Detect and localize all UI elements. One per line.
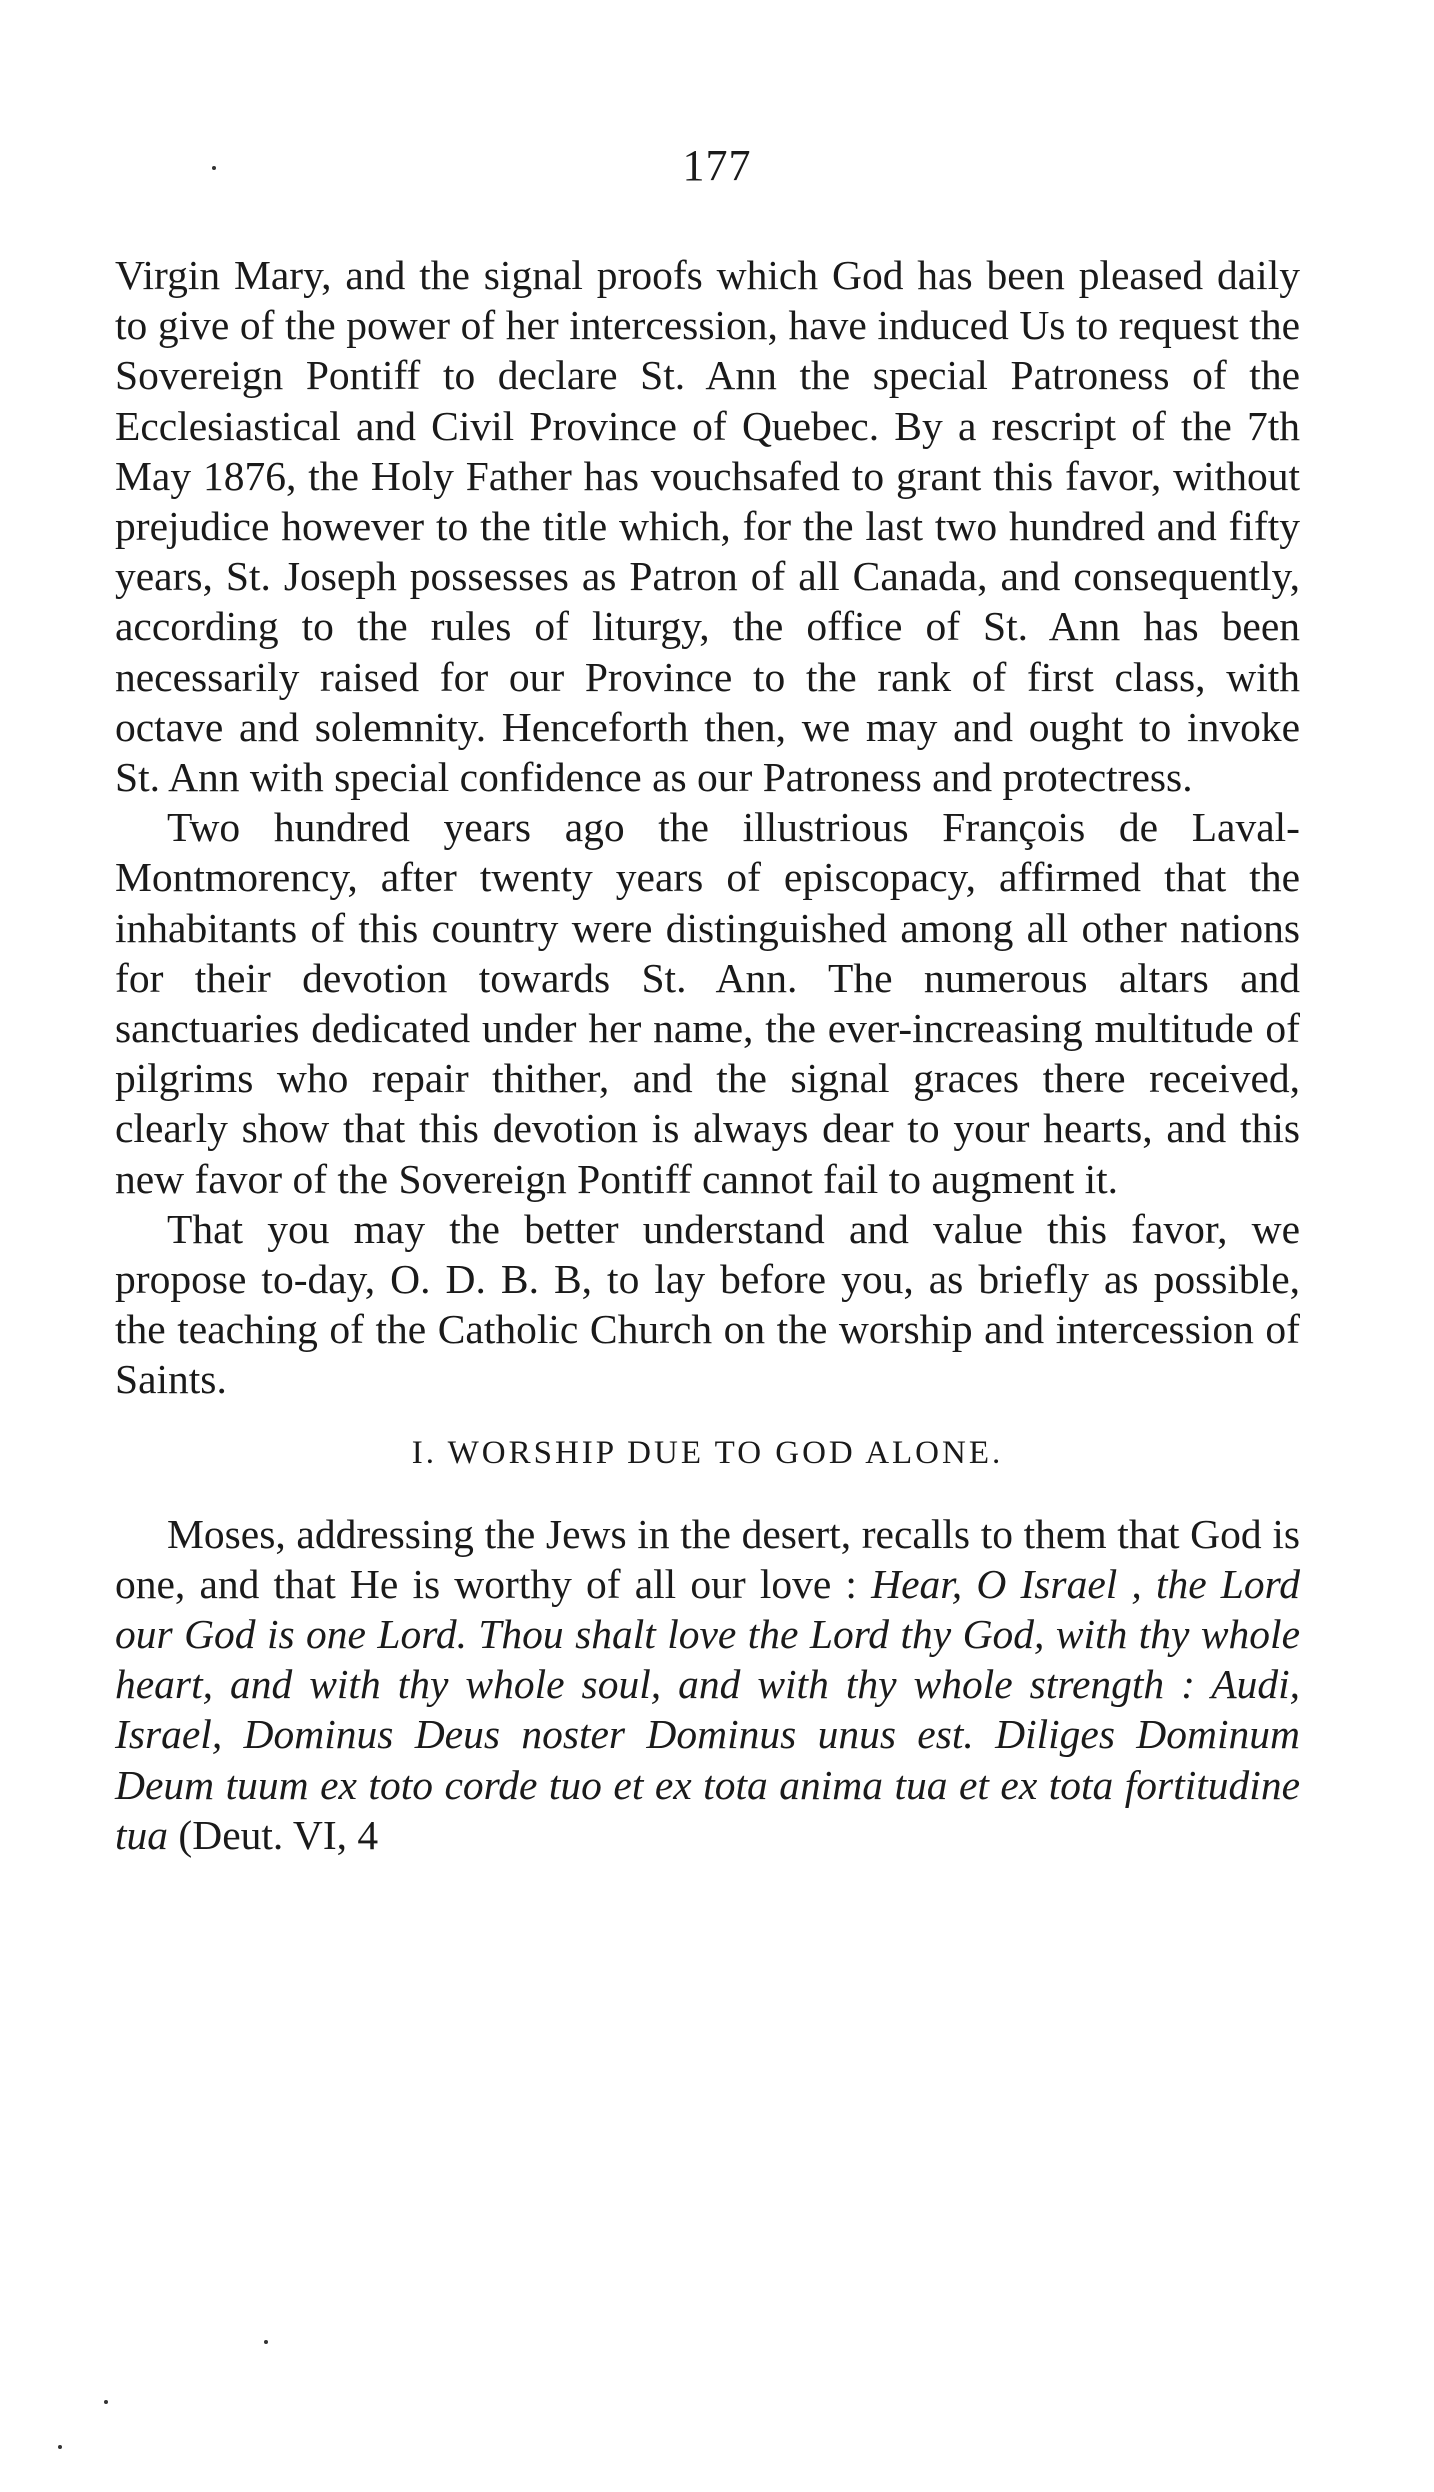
section-heading: I. WORSHIP DUE TO GOD ALONE. xyxy=(411,1434,1004,1471)
scripture-reference: (Deut. VI, 4 xyxy=(168,1811,379,1858)
paragraph-continuation: Virgin Mary, and the signal proofs which God has been pleased daily to give of the power of her intercession, have induced Us to request the Sovereign Pontiff to declare St. Ann the special Patroness of the Ecclesiastical and Civil Province of Quebec. By a rescript of the 7th May 1876, the Holy Father has vouchsafed to grant this favor, without prejudice however to the title which, for the last two hundred and fifty years, St. Joseph possesses as Patron of all Canada, and consequently, according to the rules of liturgy, the office of St. Ann has been necessarily raised for our Province to the rank of first class, with octave and solemnity. Henceforth then, we may and ought to invoke St. Ann with special confidence as our Patroness and protectress. xyxy=(115,252,1300,801)
print-speck xyxy=(58,2445,62,2449)
page-number: 177 xyxy=(682,141,752,190)
moses-lead-text: Moses, addressing the Jews in the desert, recalls to them that God is one, and that He is worthy of all our love : xyxy=(115,1510,1300,1607)
text-column xyxy=(115,250,1300,1860)
print-speck xyxy=(264,2340,268,2344)
print-speck xyxy=(212,166,216,170)
paragraph-laval: Two hundred years ago the illustrious François de Laval-Montmorency, after twenty years of episcopacy, affirmed that the inhabitants of this country were distinguished among all other nations for their devotion towards St. Ann. The numerous altars and sanctuaries dedicated under her name, the ever-increasing multitude of pilgrims who repair thither, and the signal graces there received, clearly show that this devotion is always dear to your hearts, and this new favor of the Sovereign Pontiff cannot fail to augment it. xyxy=(115,804,1300,1202)
paragraph-purpose: That you may the better understand and value this favor, we propose to-day, O. D. B. B, to lay before you, as briefly as possible, the teaching of the Catholic Church on the worship and intercession of Saints. xyxy=(115,1205,1300,1403)
paragraph-moses xyxy=(115,1509,1300,1860)
print-speck xyxy=(104,2400,108,2404)
scripture-quotation: Hear, O Israel , the Lord our God is one Lord. Thou shalt love the Lord thy God, with thy whole heart, and with thy whole soul, and with thy whole strength : Audi, Israel, Dominus Deus noster Dominus unus est. Diliges Dominum Deum tuum ex toto corde tuo et ex tota anima tua et ex tota fortitudine tua xyxy=(115,1560,1300,1858)
